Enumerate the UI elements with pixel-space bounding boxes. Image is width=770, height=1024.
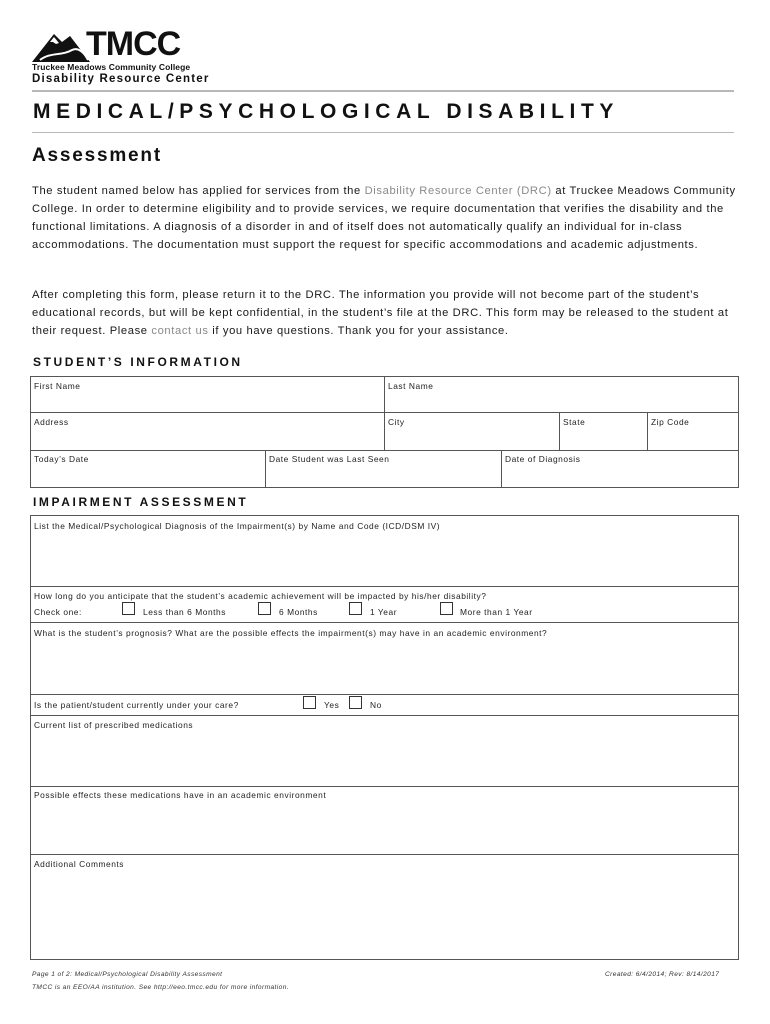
option-label: Less than 6 Months [143, 607, 226, 617]
table-divider [647, 412, 648, 450]
page-title: MEDICAL/PSYCHOLOGICAL DISABILITY [33, 100, 619, 123]
table-divider [559, 412, 560, 450]
under-care-question: Is the patient/student currently under your care? [34, 700, 239, 710]
intro-paragraph-2 [32, 286, 742, 340]
page-footer: Page 1 of 2: Medical/Psychological Disability Assessment [32, 971, 223, 978]
medication-effects-field[interactable]: Possible effects these medications have in an academic environment [34, 790, 327, 800]
intro-text: at Truckee Meadows Community College. In order to determine eligibility and to provide services, we require documentation that verifies the disability and the functional limitations. A diagnosis of a disorder in and of itself does not automatically qualify an individual for in-class accommodations. The documentation must support the request for specific accommodations and academic adjustments. [32, 185, 736, 251]
date-last-seen-field[interactable]: Date Student was Last Seen [269, 454, 390, 464]
todays-date-field[interactable]: Today’s Date [34, 454, 89, 464]
option-label: 1 Year [370, 607, 398, 617]
table-divider [30, 694, 739, 695]
additional-comments-field[interactable]: Additional Comments [34, 859, 125, 869]
check-one-label: Check one: [34, 607, 82, 617]
header-divider [32, 90, 734, 92]
eeo-notice: TMCC is an EEO/AA institution. See http://eeo.tmcc.edu for more information. [32, 984, 290, 991]
college-name: Truckee Meadows Community College [32, 62, 191, 72]
no-label: No [370, 700, 382, 710]
table-divider [265, 450, 266, 488]
page-subtitle: Assessment [32, 145, 162, 166]
duration-question: How long do you anticipate that the student’s academic achievement will be impacted by his/her disability? [34, 591, 487, 601]
drc-link[interactable]: Disability Resource Center (DRC) [364, 185, 552, 197]
table-divider [30, 450, 739, 451]
1-year-checkbox[interactable] [349, 602, 362, 615]
no-checkbox[interactable] [349, 696, 362, 709]
table-divider [30, 854, 739, 855]
contact-us-link[interactable]: contact us [151, 325, 209, 337]
option-label: 6 Months [279, 607, 318, 617]
table-divider [30, 786, 739, 787]
less-than-6-months-checkbox[interactable] [122, 602, 135, 615]
first-name-field[interactable]: First Name [34, 381, 81, 391]
yes-label: Yes [324, 700, 340, 710]
diagnosis-field[interactable]: List the Medical/Psychological Diagnosis of the Impairment(s) by Name and Code (ICD/DSM IV) [34, 521, 441, 531]
intro-text: if you have questions. Thank you for your assistance. [208, 325, 509, 337]
intro-text: After completing this form, please return it to the DRC. The information you provide will not become part of the student’s educational records, but will be kept confidential, in the student’s file at the DRC. This form may be released to the student at their request. Please [32, 289, 729, 337]
6-months-checkbox[interactable] [258, 602, 271, 615]
impairment-table [30, 515, 739, 960]
yes-checkbox[interactable] [303, 696, 316, 709]
department-name: Disability Resource Center [32, 73, 210, 85]
state-field[interactable]: State [563, 417, 586, 427]
impairment-heading: IMPAIRMENT ASSESSMENT [33, 495, 249, 509]
table-divider [30, 586, 739, 587]
table-divider [501, 450, 502, 488]
last-name-field[interactable]: Last Name [388, 381, 434, 391]
intro-text: The student named below has applied for services from the [32, 185, 365, 197]
mountain-logo-icon [32, 30, 92, 64]
table-divider [384, 376, 385, 450]
more-than-1-year-checkbox[interactable] [440, 602, 453, 615]
address-field[interactable]: Address [34, 417, 69, 427]
title-divider [32, 132, 734, 133]
date-of-diagnosis-field[interactable]: Date of Diagnosis [505, 454, 581, 464]
logo-wordmark: TMCC [86, 25, 181, 63]
prognosis-field[interactable]: What is the student’s prognosis? What are the possible effects the impairment(s) may have in an academic environment? [34, 628, 548, 638]
city-field[interactable]: City [388, 417, 405, 427]
zip-code-field[interactable]: Zip Code [651, 417, 690, 427]
table-divider [30, 622, 739, 623]
table-divider [30, 715, 739, 716]
student-info-heading: STUDENT’S INFORMATION [33, 355, 243, 369]
option-label: More than 1 Year [460, 607, 533, 617]
revision-date: Created: 6/4/2014; Rev: 8/14/2017 [605, 971, 720, 978]
medications-field[interactable]: Current list of prescribed medications [34, 720, 194, 730]
intro-paragraph-1 [32, 182, 742, 254]
